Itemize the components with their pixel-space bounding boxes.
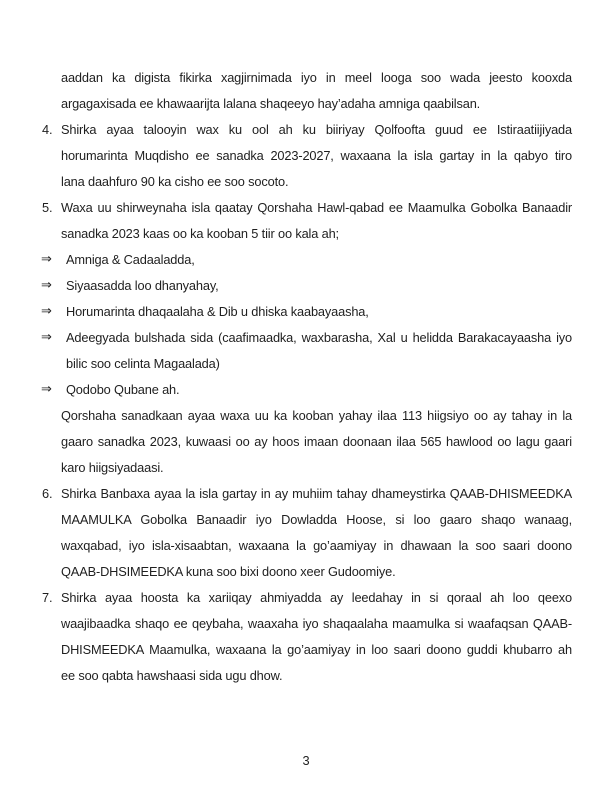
text-line: lana daahfuro 90 ka cisho ee soo socoto. [61,174,289,189]
text-line: Adeegyada bulshada sida (caafimaadka, waxbarasha, Xal u helidda Barakacayaasha iyo [66,330,572,345]
text-line: waxqabad, iyo isla-xisaabtan, waxaana la go’aamiyay in dhawaan la soo saari doono [61,538,572,553]
text-line: Qodobo Qubane ah. [66,382,180,397]
double-arrow-icon: ⇒ [41,330,52,345]
arrow-bullet [41,247,572,273]
text-line: waajibaadka shaqo ee qeybaha, waaxaha iyo shaqaalaha maamulka si waafaqsan QAAB- [61,616,572,631]
text-line: Qorshaha sanadkaan ayaa waxa uu ka kooban yahay ilaa 113 hiigsiyo oo ay tahay in la [61,408,572,423]
item-number: 5. [42,200,53,215]
page-number: 3 [302,753,310,768]
numbered-item-6 [42,481,572,585]
numbered-item-5 [42,195,572,247]
text-line: Horumarinta dhaqaalaha & Dib u dhiska kaabayaasha, [66,304,369,319]
text-line: Siyaasadda loo dhanyahay, [66,278,219,293]
arrow-bullet [41,299,572,325]
text-line: bilic soo celinta Magaalada) [66,356,220,371]
item-number: 7. [42,590,53,605]
document-body [41,65,572,689]
text-line: sanadka 2023 kaas oo ka kooban 5 tiir oo kala ah; [61,226,339,241]
paragraph-continuation [61,65,572,117]
text-line: Shirka ayaa talooyin wax ku ool ah ku biiriyay Qolfoofta guud ee Istiraatiijiyada [61,122,572,137]
numbered-item-4 [42,117,572,195]
text-line: horumarinta Muqdisho ee sanadka 2023-2027, waxaana la isla gartay in la qabyo tiro [61,148,572,163]
text-line: DHISMEEDKA Maamulka, waxaana la go’aamiyay in loo saari doono guddi khubarro ah [61,642,572,657]
arrow-bullet [41,273,572,299]
text-line: Shirka ayaa hoosta ka xariiqay ahmiyadda ay leedahay in si qoraal ah loo qeexo [61,590,572,605]
text-line: ee soo qabta hawshaasi sida ugu dhow. [61,668,283,683]
double-arrow-icon: ⇒ [41,304,52,319]
arrow-bullet [41,377,572,403]
text-line: QAAB-DHSIMEEDKA kuna soo bixi doono xeer Gudoomiye. [61,564,396,579]
double-arrow-icon: ⇒ [41,278,52,293]
arrow-bullet [41,325,572,377]
text-line: karo hiigsiyadaasi. [61,460,164,475]
text-line: Amniga & Cadaaladda, [66,252,195,267]
text-line: Waxa uu shirweynaha isla qaatay Qorshaha Hawl-qabad ee Maamulka Gobolka Banaadir [61,200,572,215]
double-arrow-icon: ⇒ [41,252,52,267]
text-line: MAAMULKA Gobolka Banaadir iyo Dowladda Hoose, si loo gaaro shaqo wanaag, [61,512,572,527]
text-line: Shirka Banbaxa ayaa la isla gartay in ay muhiim tahay dhameystirka QAAB-DHISMEEDKA [61,486,572,501]
item-number: 4. [42,122,53,137]
text-line: aaddan ka digista fikirka xagjirnimada iyo in meel looga soo wada jeesto kooxda [61,70,572,85]
numbered-item-7 [42,585,572,689]
text-line: gaaro sanadka 2023, kuwaasi oo ay hoos imaan doonaan ilaa 565 hawlood oo lagu gaari [61,434,572,449]
paragraph-plan-details [61,403,572,481]
item-number: 6. [42,486,53,501]
text-line: argagaxisada ee khawaarijta lalana shaqeeyo hay’adaha amniga qaabilsan. [61,96,481,111]
double-arrow-icon: ⇒ [41,382,52,397]
